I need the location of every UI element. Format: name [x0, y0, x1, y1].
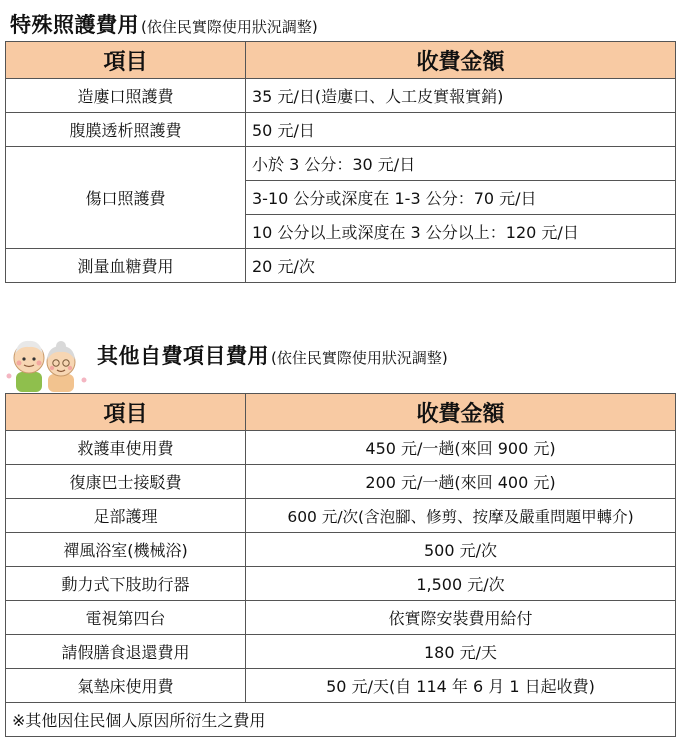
item-cell: 救護車使用費 [6, 431, 246, 465]
item-cell: 腹膜透析照護費 [6, 113, 246, 147]
fee-cell: 600 元/次(含泡腳、修剪、按摩及嚴重問題甲轉介) [246, 499, 676, 533]
section1-title-note: (依住民實際使用狀況調整) [141, 18, 318, 36]
item-cell: 測量血糖費用 [6, 249, 246, 283]
item-cell: 電視第四台 [6, 601, 246, 635]
fee-cell: 20 元/次 [246, 249, 676, 283]
table-row [6, 567, 676, 601]
table-row [6, 431, 676, 465]
fee-cell: 3-10 公分或深度在 1-3 公分：70 元/日 [246, 181, 676, 215]
header-item: 項目 [6, 42, 246, 79]
fee-cell: 小於 3 公分：30 元/日 [246, 147, 676, 181]
fee-cell: 35 元/日(造廔口、人工皮實報實銷) [246, 79, 676, 113]
section2-title-note: (依住民實際使用狀況調整) [271, 349, 448, 367]
section1-title-main: 特殊照護費用 [10, 13, 139, 37]
fee-cell: 450 元/一趟(來回 900 元) [246, 431, 676, 465]
table-row [6, 601, 676, 635]
other-self-pay-fee-table [5, 393, 676, 737]
table-row [6, 249, 676, 283]
item-cell: 禪風浴室(機械浴) [6, 533, 246, 567]
fee-cell: 50 元/日 [246, 113, 676, 147]
header-fee: 收費金額 [246, 394, 676, 431]
table-footnote-row [6, 703, 676, 737]
table-row [6, 669, 676, 703]
item-cell: 請假膳食退還費用 [6, 635, 246, 669]
item-cell: 足部護理 [6, 499, 246, 533]
footnote: ※其他因住民個人原因所衍生之費用 [6, 703, 676, 737]
fee-cell: 180 元/天 [246, 635, 676, 669]
item-cell: 傷口照護費 [6, 147, 246, 249]
item-cell: 復康巴士接駁費 [6, 465, 246, 499]
elderly-couple-icon [4, 332, 92, 392]
section1-title [10, 9, 318, 39]
table-header-row [6, 394, 676, 431]
table-row [6, 499, 676, 533]
fee-cell: 依實際安裝費用給付 [246, 601, 676, 635]
special-care-fee-table [5, 41, 676, 283]
table-header-row [6, 42, 676, 79]
table-row [6, 113, 676, 147]
fee-cell: 10 公分以上或深度在 3 公分以上：120 元/日 [246, 215, 676, 249]
section2-title [97, 340, 448, 370]
fee-cell: 50 元/天(自 114 年 6 月 1 日起收費) [246, 669, 676, 703]
header-fee: 收費金額 [246, 42, 676, 79]
table-row [6, 465, 676, 499]
table-row [6, 533, 676, 567]
table-row [6, 147, 676, 181]
table-row [6, 635, 676, 669]
item-cell: 動力式下肢助行器 [6, 567, 246, 601]
fee-cell: 500 元/次 [246, 533, 676, 567]
fee-cell: 200 元/一趟(來回 400 元) [246, 465, 676, 499]
section2-title-main: 其他自費項目費用 [97, 344, 269, 368]
item-cell: 造廔口照護費 [6, 79, 246, 113]
table-row [6, 79, 676, 113]
item-cell: 氣墊床使用費 [6, 669, 246, 703]
header-item: 項目 [6, 394, 246, 431]
fee-cell: 1,500 元/次 [246, 567, 676, 601]
